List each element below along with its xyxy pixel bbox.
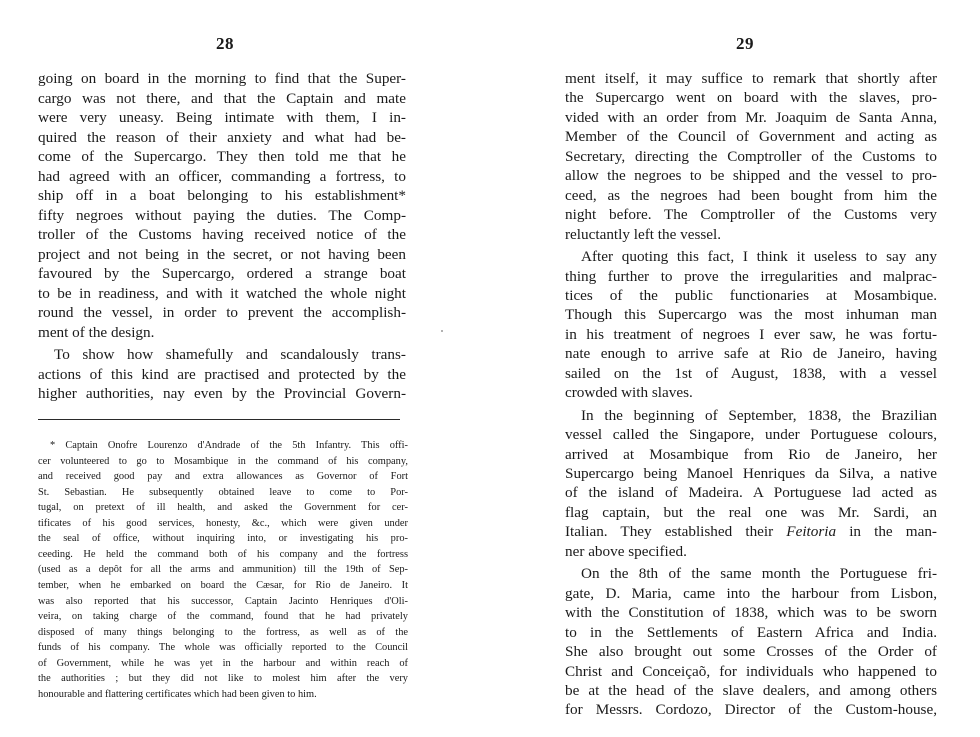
text-line: vided with an order from Mr. Joaquim de Santa Anna,	[565, 108, 937, 126]
text-line: She also brought out some Crosses of the Order of	[565, 643, 937, 661]
text-line: the Supercargo went on board with the slaves, pro-	[565, 89, 937, 107]
text-line: tices of the public functionaries at Mosambique.	[565, 286, 937, 304]
text-line: crowded with slaves.	[565, 384, 693, 402]
text-line: fifty negroes without paying the duties. The Comp-	[38, 206, 406, 224]
footnote-line: tugal, on pretext of ill health, and asked the Government for cer-	[38, 502, 408, 514]
text-line: be at the head of the slave dealers, and among others	[565, 681, 937, 699]
text-line: Italian. They established their Feitoria in the man-	[565, 523, 937, 541]
footnote-line: cer volunteered to go to Mosambique in the command of his company,	[38, 455, 408, 467]
footnote-line: veira, on taking charge of the command, found that he had privately	[38, 611, 408, 623]
text-line: to in the Settlements of Eastern Africa and India.	[565, 623, 937, 641]
text-line: On the 8th of the same month the Portuguese fri-	[581, 565, 937, 583]
text-line: Though this Supercargo was the most inhuman man	[565, 306, 937, 324]
text-line: In the beginning of September, 1838, the Brazilian	[581, 406, 937, 424]
text-line: with the Constitution of 1838, which was to be sworn	[565, 604, 937, 622]
right-page	[480, 0, 980, 737]
text-line: ship off in a boat belonging to his establishment*	[38, 187, 406, 204]
text-line: going on board in the morning to find that the Super-	[38, 70, 406, 87]
footnote-line: the seal of office, without inquiring into, or investigating his pro-	[38, 533, 408, 545]
text-line: in his treatment of negroes I ever saw, he was fortu-	[565, 325, 937, 343]
text-line: ment itself, it may suffice to remark that shortly after	[565, 70, 937, 87]
text-line: actions of this kind are practised and protected by the	[38, 365, 406, 383]
text-line: allow the negroes to be shipped and the vessel to pro-	[565, 167, 937, 185]
text-line: had agreed with an officer, commanding a fortress, to	[38, 167, 406, 185]
text-line: flag captain, but the real one was Mr. Sardi, an	[565, 503, 937, 521]
text-line: night before. The Comptroller of the Customs very	[565, 206, 937, 224]
footnote-line: (used as a depôt for all the arms and ammunition) till the 19th of Sep-	[38, 564, 408, 576]
text-line: Secretary, directing the Comptroller of the Customs to	[565, 147, 937, 165]
text-line: Christ and Conceiçaõ, for individuals who happened to	[565, 662, 937, 680]
footnote-line: tember, when he embarked on board the Cæsar, for Rio de Janeiro. It	[38, 579, 408, 591]
text-line: troller of the Customs having received notice of the	[38, 226, 406, 243]
footnote-line: and received good pay and extra allowances as Governor of Fort	[38, 471, 408, 483]
footnote-line: tificates of his good services, honesty, &c., which were given under	[38, 517, 408, 529]
footnote-line: the authorities ; but they did not like to molest him after the very	[38, 673, 408, 685]
text-line: for Messrs. Cordozo, Director of the Custom-house,	[565, 701, 937, 719]
text-line: Member of the Council of Government and acting as	[565, 128, 937, 146]
footnote-line: St. Sebastian. He subsequently obtained leave to come to Por-	[38, 486, 408, 498]
footnote-line: disposed of many things belonging to the fortress, as well as of the	[38, 626, 408, 638]
text-line: round the vessel, in order to prevent the accomplish-	[38, 304, 406, 321]
footnote-line: of Government, while he was yet in the harbour and within reach of	[38, 657, 408, 669]
text-line: ceed, as the negroes had been bought from him the	[565, 186, 937, 204]
text-line: of the island of Madeira. A Portuguese lad acted as	[565, 484, 937, 502]
text-line: project and not being in the secret, or not having been	[38, 245, 406, 263]
text-line: ner above specified.	[565, 542, 687, 560]
text-line: cargo was not there, and that the Captain and mate	[38, 89, 406, 107]
text-line: gate, D. Maria, came into the harbour from Lisbon,	[565, 584, 937, 602]
footnote-line: * Captain Onofre Lourenzo d'Andrade of the 5th Infantry. This offi-	[50, 440, 408, 451]
footnote-line: ceeding. He held the command both of his company and the fortress	[38, 548, 408, 560]
page-number-right: 29	[736, 34, 754, 53]
text-line: to be in readiness, and with it watched the whole night	[38, 284, 406, 302]
text-line: come of the Supercargo. They then told me that he	[38, 148, 406, 165]
left-page	[0, 0, 480, 737]
text-line: vessel called the Singapore, under Portuguese colours,	[565, 426, 937, 444]
text-line: To show how shamefully and scandalously trans-	[54, 346, 406, 363]
text-line: quired the reason of their anxiety and what had be-	[38, 128, 406, 146]
text-line: higher authorities, nay even by the Provincial Govern-	[38, 385, 406, 402]
text-line: thing further to prove the irregularities and malprac-	[565, 267, 937, 285]
italic-term: Feitoria	[786, 523, 837, 541]
text-line: reluctantly left the vessel.	[565, 225, 722, 243]
text-line: After quoting this fact, I think it useless to say any	[581, 248, 937, 266]
page-number-left: 28	[216, 34, 234, 53]
footnote-line: was also reported that his successor, Captain Jacinto Henriques d'Oli-	[38, 595, 408, 607]
gutter-mark	[441, 330, 443, 332]
footnote-divider	[38, 419, 400, 420]
text-line: ment of the design.	[38, 323, 155, 341]
text-line: nate enough to arrive safe at Rio de Janeiro, having	[565, 345, 937, 363]
text-line: were very uneasy. Being intimate with them, I in-	[38, 109, 406, 126]
text-line: favoured by the Supercargo, ordered a strange boat	[38, 265, 406, 282]
footnote-line: funds of his company. The whole was officially reported to the Council	[38, 642, 408, 654]
text-line: sailed on the 1st of August, 1838, with a vessel	[565, 364, 937, 382]
text-line: arrived at Mosambique from Rio de Janeiro, her	[565, 445, 937, 463]
footnote-line: honourable and flattering certificates which had been given to him.	[38, 688, 317, 700]
text-line: Supercargo being Manoel Henriques da Silva, a native	[565, 465, 937, 482]
